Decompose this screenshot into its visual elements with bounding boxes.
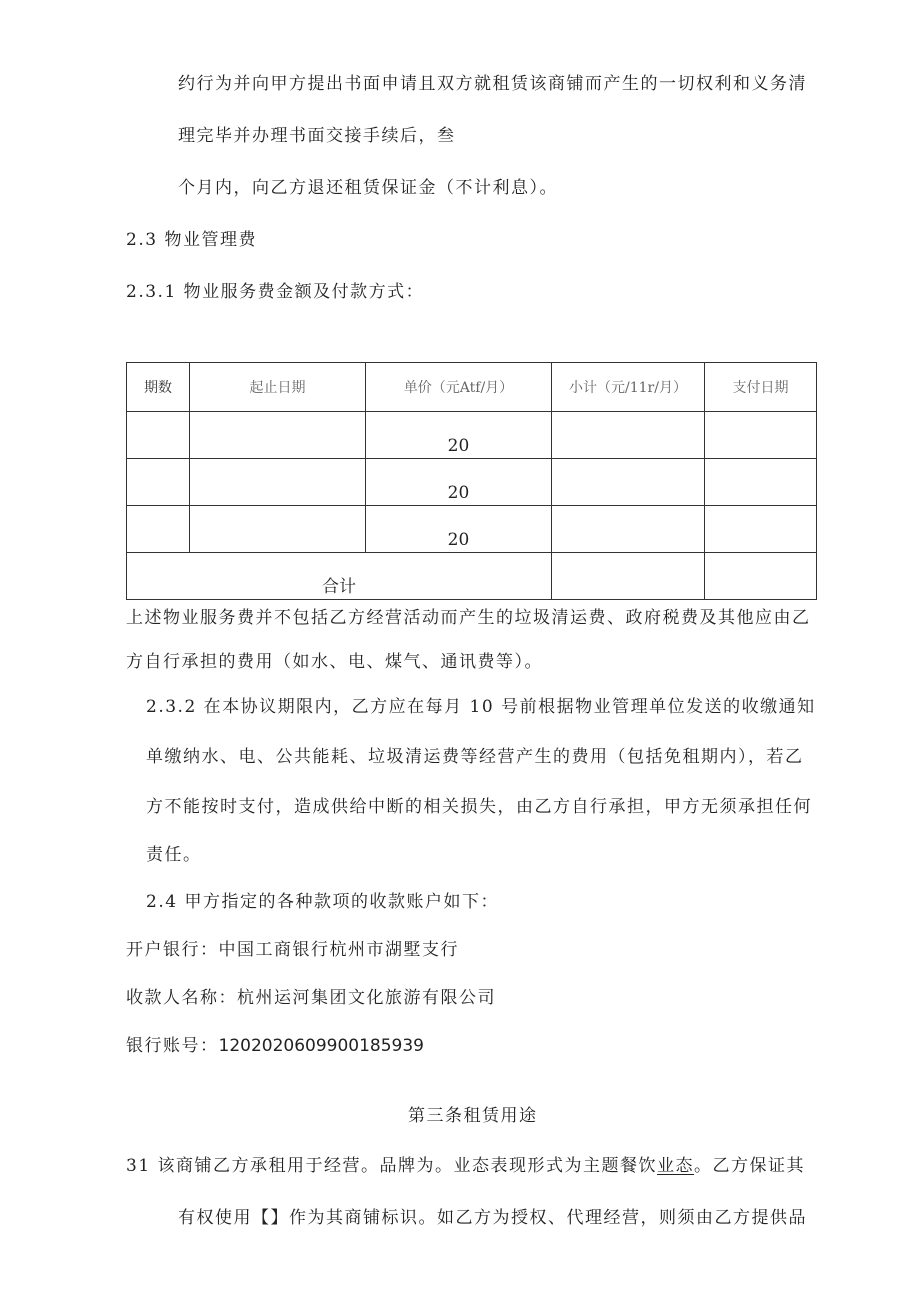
section-2-3-2-line-4: 责任。 bbox=[146, 845, 202, 865]
total-label: 合计 bbox=[127, 553, 552, 600]
col-header-subtotal: 小计（元/11r/月） bbox=[552, 363, 705, 412]
payee-name: 收款人名称：杭州运河集团文化旅游有限公司 bbox=[126, 988, 496, 1008]
article-3-1-underlined: 业态 bbox=[657, 1156, 695, 1176]
bank-account-label: 银行账号： bbox=[126, 1036, 219, 1056]
article-3-1-text-c: 。乙方保证其 bbox=[694, 1156, 806, 1176]
table-cell bbox=[127, 459, 190, 506]
table-cell bbox=[705, 412, 817, 459]
table-cell bbox=[552, 506, 705, 553]
para-line-1: 约行为并向甲方提出书面申请且双方就租赁该商铺而产生的一切权利和义务清 bbox=[178, 74, 807, 94]
article-3-heading: 第三条租赁用途 bbox=[408, 1106, 538, 1126]
bank-account-number: 1202020609900185939 bbox=[218, 1036, 425, 1056]
table-cell bbox=[705, 506, 817, 553]
table-cell bbox=[190, 459, 366, 506]
para-line-2: 理完毕并办理书面交接手续后，叁 bbox=[178, 126, 456, 146]
table-row bbox=[127, 412, 817, 459]
section-2-3-2-line-1: 2.3.2 在本协议期限内，乙方应在每月 10 号前根据物业管理单位发送的收缴通知 bbox=[146, 697, 816, 717]
table-cell bbox=[552, 459, 705, 506]
table-row bbox=[127, 459, 817, 506]
total-subtotal-cell bbox=[552, 553, 705, 600]
col-header-period: 期数 bbox=[127, 363, 190, 412]
table-total-row bbox=[127, 553, 817, 600]
bank-account bbox=[126, 1034, 424, 1058]
fee-table bbox=[126, 362, 817, 600]
para-line-3: 个月内，向乙方退还租赁保证金（不计利息）。 bbox=[178, 178, 558, 198]
table-header-row bbox=[127, 363, 817, 412]
col-header-unit-price: 单价（元Atf/月） bbox=[366, 363, 552, 412]
col-header-pay-date: 支付日期 bbox=[705, 363, 817, 412]
section-2-4-heading: 2.4 甲方指定的各种款项的收款账户如下： bbox=[146, 892, 499, 912]
bank-name: 开户银行：中国工商银行杭州市湖墅支行 bbox=[126, 940, 459, 960]
section-2-3-heading: 2.3 物业管理费 bbox=[126, 230, 257, 250]
article-3-1-text-a: 31 该商铺乙方承租用于经营。品牌为。业态表现形式为主题餐饮 bbox=[126, 1156, 658, 1176]
table-cell: 20 bbox=[366, 459, 552, 506]
table-cell bbox=[552, 412, 705, 459]
table-cell bbox=[190, 506, 366, 553]
total-pay-date-cell bbox=[705, 553, 817, 600]
table-row bbox=[127, 506, 817, 553]
table-cell bbox=[127, 412, 190, 459]
article-3-1-line-1 bbox=[126, 1154, 805, 1178]
table-cell bbox=[190, 412, 366, 459]
table-cell: 20 bbox=[366, 506, 552, 553]
para-line-6: 上述物业服务费并不包括乙方经营活动而产生的垃圾清运费、政府税费及其他应由乙 bbox=[126, 608, 811, 628]
table-cell: 20 bbox=[366, 412, 552, 459]
table-cell bbox=[705, 459, 817, 506]
para-line-7: 方自行承担的费用（如水、电、煤气、通讯费等）。 bbox=[126, 652, 543, 672]
section-2-3-2-line-3: 方不能按时支付，造成供给中断的相关损失，由乙方自行承担，甲方无须承担任何 bbox=[146, 797, 812, 817]
table-cell bbox=[127, 506, 190, 553]
section-2-3-1-heading: 2.3.1 物业服务费金额及付款方式： bbox=[126, 282, 425, 302]
section-2-3-2-line-2: 单缴纳水、电、公共能耗、垃圾清运费等经营产生的费用（包括免租期内），若乙 bbox=[146, 747, 804, 767]
article-3-1-line-2: 有权使用【】作为其商铺标识。如乙方为授权、代理经营，则须由乙方提供品 bbox=[178, 1208, 807, 1228]
col-header-date-range: 起止日期 bbox=[190, 363, 366, 412]
